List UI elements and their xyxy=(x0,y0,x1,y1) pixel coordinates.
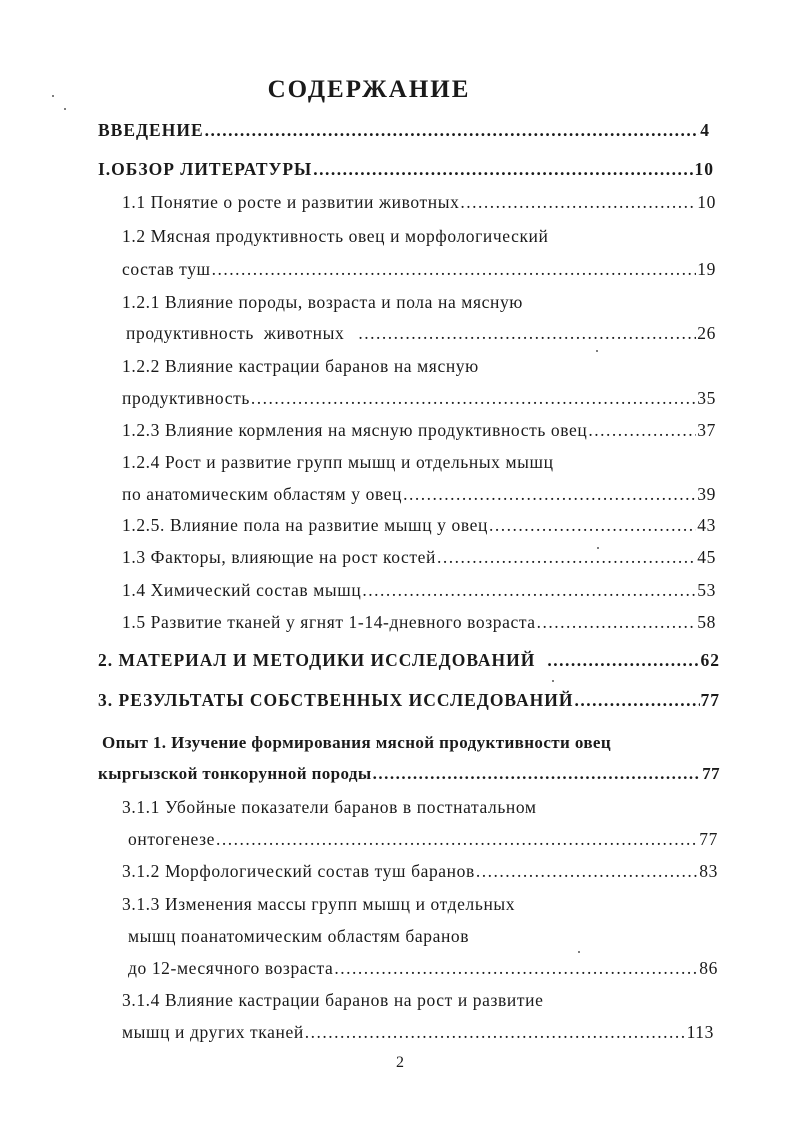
toc-entry-page: 83 xyxy=(699,861,718,881)
toc-entry-1-5 xyxy=(122,610,716,634)
dot-leader xyxy=(373,762,702,786)
toc-entry-1-2-line1: 1.2 Мясная продуктивность овец и морфологический xyxy=(122,226,549,246)
toc-entry-page: 26 xyxy=(697,323,716,343)
toc-entry-1-2-3 xyxy=(122,418,716,442)
dot-leader xyxy=(362,578,696,602)
toc-entry-page: 86 xyxy=(699,958,718,978)
toc-entry-text: 1.4 Химический состав мышц xyxy=(122,580,362,600)
toc-entry-text: 1.3 Факторы, влияющие на рост костей xyxy=(122,547,436,567)
toc-entry-1-2-1 xyxy=(126,321,716,345)
dot-leader xyxy=(437,545,696,569)
toc-entry-text: продуктивность животных xyxy=(126,323,345,343)
toc-entry-page: 10 xyxy=(697,192,716,212)
toc-entry-text: 1.2.5. Влияние пола на развитие мышц у овец xyxy=(122,515,488,535)
toc-entry-text: 1.1 Понятие о росте и развитии животных xyxy=(122,192,460,212)
toc-entry-3-1-3-line1: 3.1.3 Изменения массы групп мышц и отдельных xyxy=(122,894,516,914)
toc-entry-page: 10 xyxy=(694,159,714,179)
toc-entry-3-1-1-line1: 3.1.1 Убойные показатели баранов в постнатальном xyxy=(122,797,537,817)
dot-leader xyxy=(313,157,693,181)
toc-entry-1-2-4-line1: 1.2.4 Рост и развитие групп мышц и отдельных мышц xyxy=(122,452,554,472)
toc-entry-text: 1.5 Развитие тканей у ягнят 1-14-дневного возраста xyxy=(122,612,536,632)
toc-entry-3-1-4 xyxy=(122,1020,714,1044)
dot-leader xyxy=(216,827,698,851)
toc-entry-3-1-3 xyxy=(128,956,718,980)
toc-entry-text: ВВЕДЕНИЕ xyxy=(98,120,204,140)
toc-entry-literature-review xyxy=(98,157,714,181)
toc-entry-1-4 xyxy=(122,578,716,602)
toc-entry-page: 77 xyxy=(702,764,720,783)
toc-entry-introduction xyxy=(98,118,710,142)
toc-entry-text: состав туш xyxy=(122,259,211,279)
dot-leader xyxy=(334,956,698,980)
dot-leader xyxy=(460,190,696,214)
scan-speck xyxy=(64,108,66,110)
toc-entry-page: 39 xyxy=(697,484,716,504)
toc-entry-experiment-1-line1: Опыт 1. Изучение формирования мясной продуктивности овец xyxy=(102,733,612,752)
scan-speck xyxy=(578,951,580,953)
toc-entry-text: 3. РЕЗУЛЬТАТЫ СОБСТВЕННЫХ ИССЛЕДОВАНИЙ xyxy=(98,690,574,710)
scan-speck xyxy=(552,680,554,682)
toc-entry-text: 3.1.2 Морфологический состав туш баранов xyxy=(122,861,475,881)
scan-speck xyxy=(596,350,598,352)
dot-leader xyxy=(212,257,697,281)
page-number: 2 xyxy=(396,1054,404,1071)
toc-entry-1-1 xyxy=(122,190,716,214)
toc-entry-text: I.ОБЗОР ЛИТЕРАТУРЫ xyxy=(98,159,313,179)
dot-leader xyxy=(537,610,697,634)
toc-entry-text: онтогенезе xyxy=(128,829,216,849)
dot-leader xyxy=(358,321,696,345)
toc-entry-text: мышц и других тканей xyxy=(122,1022,304,1042)
dot-leader xyxy=(574,688,699,712)
toc-entry-page: 62 xyxy=(700,650,720,670)
dot-leader xyxy=(205,118,700,142)
dot-leader xyxy=(547,648,699,672)
toc-entry-text: 1.2.3 Влияние кормления на мясную продуктивность овец xyxy=(122,420,588,440)
toc-entry-1-2-2 xyxy=(122,386,716,410)
toc-entry-text: до 12-месячного возраста xyxy=(128,958,334,978)
toc-entry-3-1-4-line1: 3.1.4 Влияние кастрации баранов на рост и развитие xyxy=(122,990,544,1010)
toc-entry-page: 53 xyxy=(697,580,716,600)
toc-entry-text: по анатомическим областям у овец xyxy=(122,484,403,504)
toc-entry-text: кыргызской тонкорунной породы xyxy=(98,764,372,783)
scan-speck xyxy=(597,547,599,549)
toc-entry-page: 37 xyxy=(697,420,716,440)
toc-entry-page: 58 xyxy=(697,612,716,632)
toc-entry-text: 2. МАТЕРИАЛ И МЕТОДИКИ ИССЛЕДОВАНИЙ xyxy=(98,650,536,670)
toc-entry-page: 43 xyxy=(697,515,716,535)
toc-entry-page: 77 xyxy=(700,690,720,710)
toc-entry-1-2-2-line1: 1.2.2 Влияние кастрации баранов на мясную xyxy=(122,356,479,376)
toc-entry-page: 19 xyxy=(697,259,716,279)
toc-entry-1-2-5 xyxy=(122,513,716,537)
toc-entry-materials-methods xyxy=(98,648,720,672)
dot-leader xyxy=(305,1020,686,1044)
dot-leader xyxy=(489,513,696,537)
toc-entry-3-1-3-line2: мышц поанатомическим областям баранов xyxy=(128,926,470,946)
toc-entry-1-2-1-line1: 1.2.1 Влияние породы, возраста и пола на мясную xyxy=(122,292,523,312)
toc-entry-page: 35 xyxy=(697,388,716,408)
toc-entry-page: 77 xyxy=(699,829,718,849)
toc-entry-1-2-4 xyxy=(122,482,716,506)
toc-entry-page: 45 xyxy=(697,547,716,567)
toc-entry-experiment-1 xyxy=(98,762,720,786)
dot-leader xyxy=(476,859,698,883)
toc-entry-page: 4 xyxy=(700,120,710,140)
scan-speck xyxy=(52,95,54,97)
dot-leader xyxy=(588,418,696,442)
dot-leader xyxy=(251,386,696,410)
toc-entry-text: продуктивность xyxy=(122,388,250,408)
dot-leader xyxy=(403,482,696,506)
toc-entry-3-1-2 xyxy=(122,859,718,883)
toc-entry-3-1-1 xyxy=(128,827,718,851)
toc-entry-1-2 xyxy=(122,257,716,281)
toc-entry-page: 113 xyxy=(686,1022,714,1042)
toc-entry-1-3 xyxy=(122,545,716,569)
page-title: СОДЕРЖАНИЕ xyxy=(267,76,471,103)
toc-entry-results xyxy=(98,688,720,712)
